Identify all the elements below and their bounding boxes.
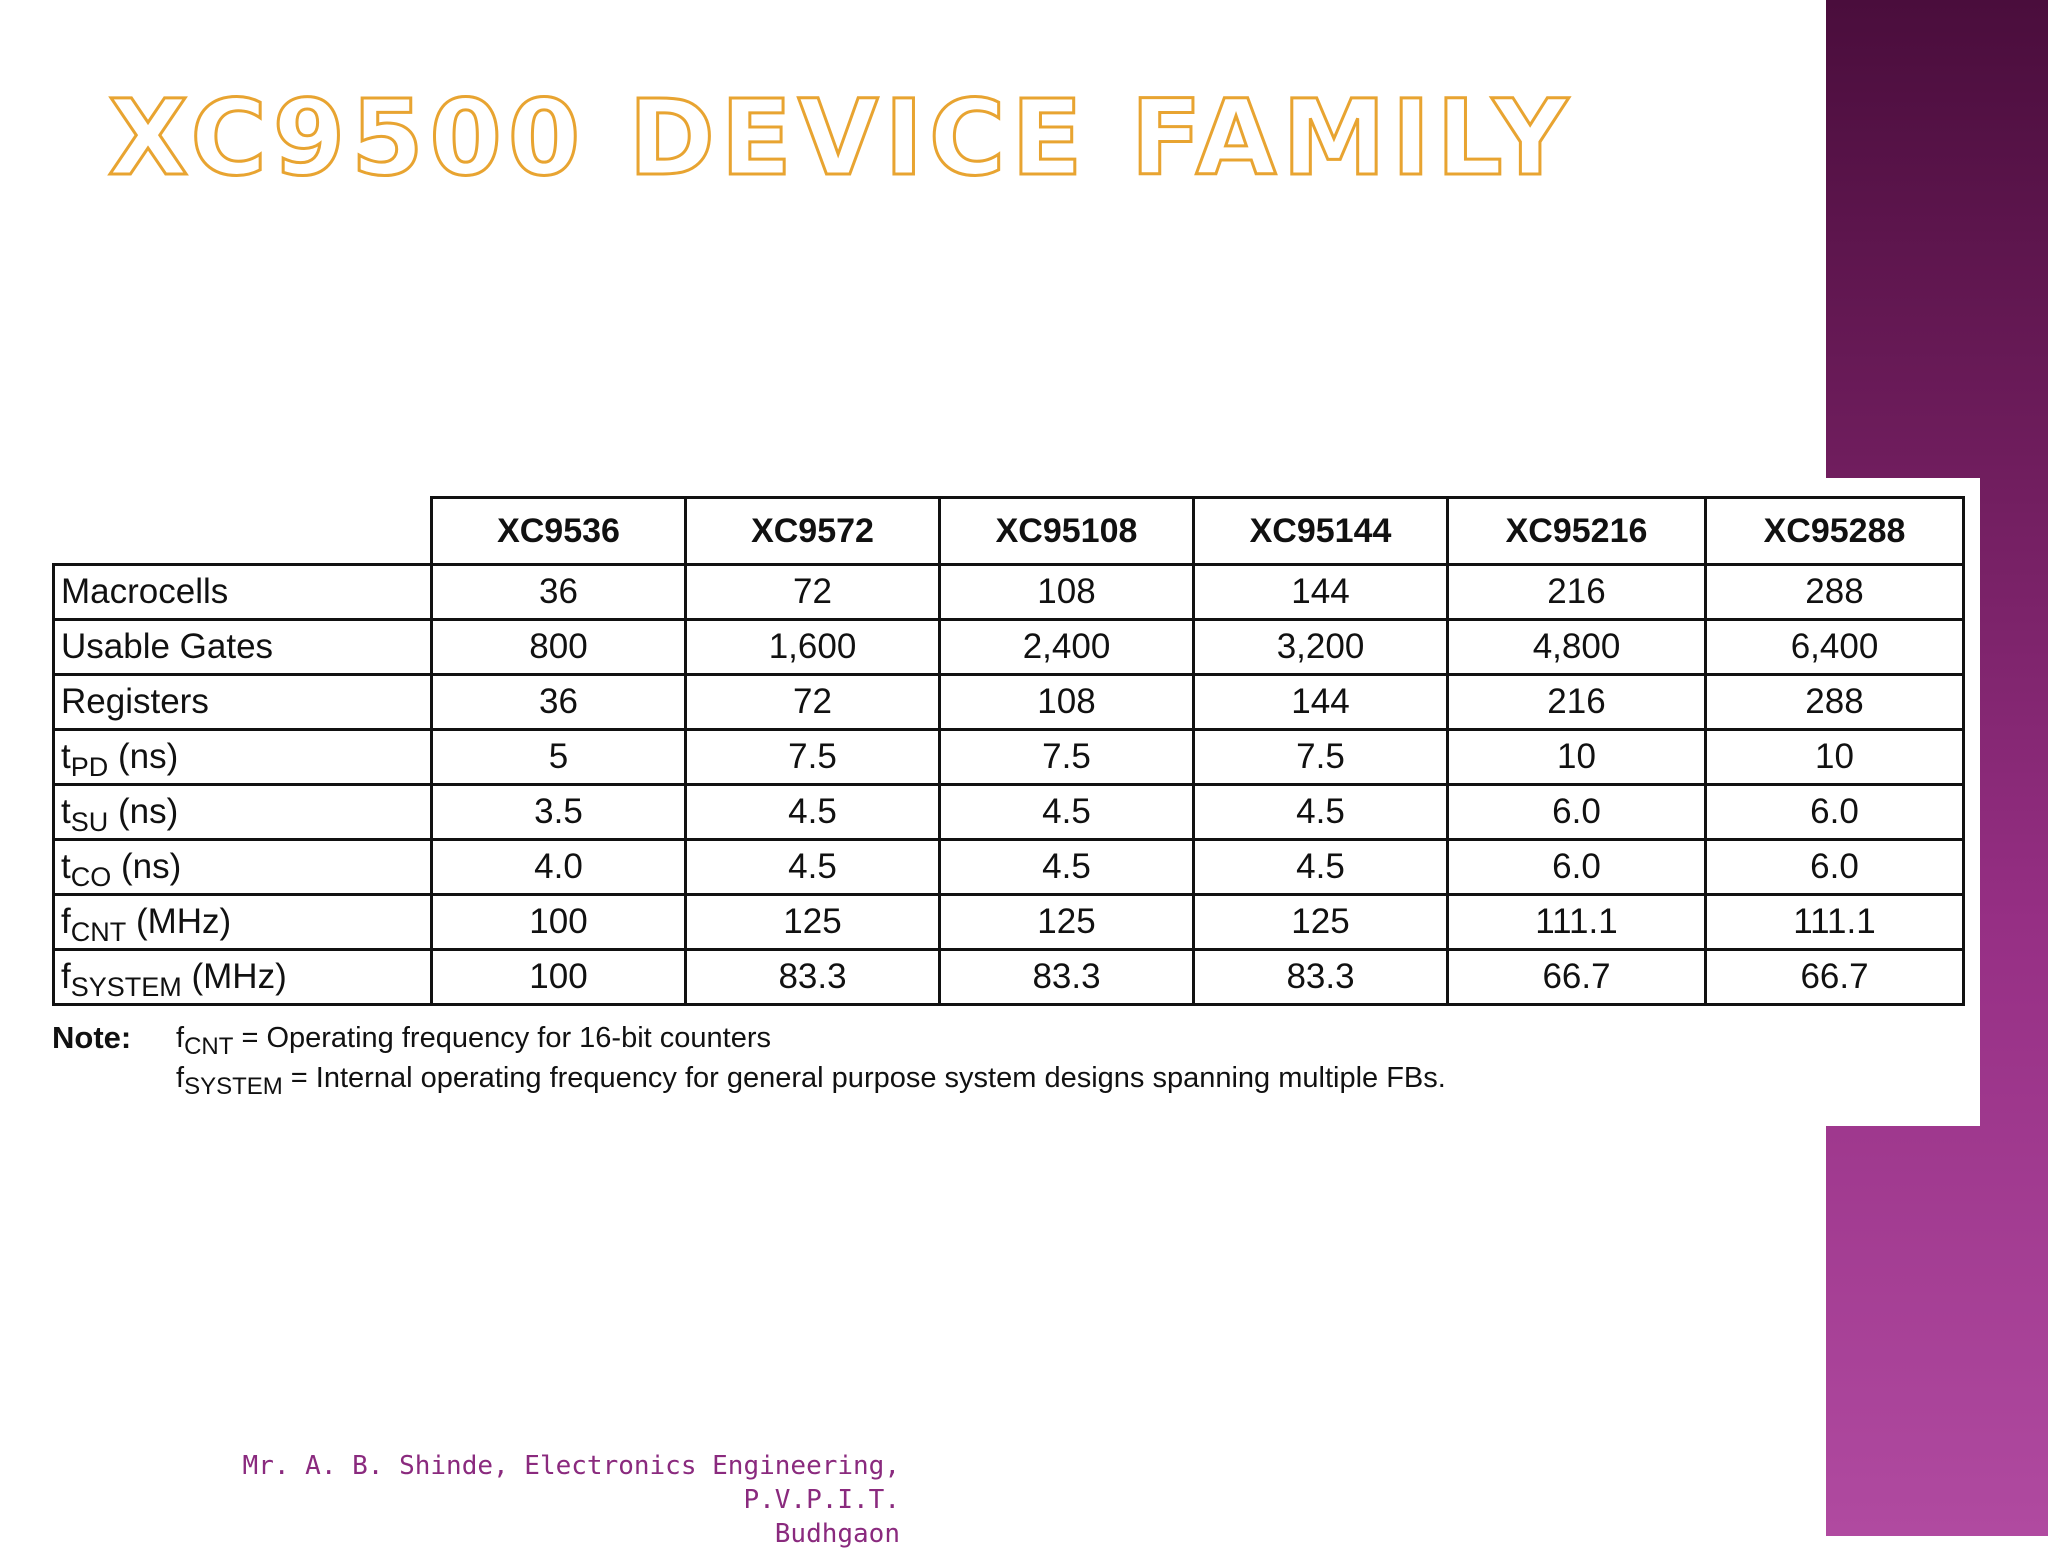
table-cell: 4.5 <box>940 840 1194 895</box>
note-line-fsystem <box>176 1062 1446 1100</box>
table-cell: 288 <box>1706 565 1964 620</box>
table-cell: 2,400 <box>940 620 1194 675</box>
table-cell: 6,400 <box>1706 620 1964 675</box>
label-subscript: CO <box>70 862 112 892</box>
table-cell: 10 <box>1448 730 1706 785</box>
table-cell: 100 <box>432 895 686 950</box>
table-cell: 800 <box>432 620 686 675</box>
table-header-row <box>54 498 1964 565</box>
note-heading: Note: <box>52 1020 132 1055</box>
row-label: Registers <box>54 675 432 730</box>
row-label <box>54 785 432 840</box>
table-row <box>54 565 1964 620</box>
label-subscript: PD <box>70 752 109 782</box>
table-cell: 4.0 <box>432 840 686 895</box>
table-row <box>54 950 1964 1005</box>
column-header: XC95288 <box>1706 498 1964 565</box>
table-cell: 125 <box>1194 895 1448 950</box>
note-text: = Operating frequency for 16-bit counters <box>233 1022 771 1054</box>
table-cell: 6.0 <box>1706 840 1964 895</box>
table-cell: 100 <box>432 950 686 1005</box>
note-subscript: CNT <box>184 1033 234 1060</box>
row-label <box>54 895 432 950</box>
label-unit: (ns) <box>108 792 179 831</box>
label-subscript: SYSTEM <box>70 972 182 1002</box>
label-unit: (MHz) <box>181 957 287 996</box>
table-cell: 83.3 <box>1194 950 1448 1005</box>
row-label <box>54 950 432 1005</box>
table-cell: 5 <box>432 730 686 785</box>
table-cell: 1,600 <box>686 620 940 675</box>
table-cell: 4.5 <box>940 785 1194 840</box>
label-unit: (ns) <box>108 737 179 776</box>
table-cell: 108 <box>940 565 1194 620</box>
row-label: Usable Gates <box>54 620 432 675</box>
table-row <box>54 840 1964 895</box>
table-cell: 66.7 <box>1448 950 1706 1005</box>
table-row <box>54 730 1964 785</box>
table-cell: 4,800 <box>1448 620 1706 675</box>
table-cell: 216 <box>1448 565 1706 620</box>
column-header: XC95108 <box>940 498 1194 565</box>
table-cell: 7.5 <box>1194 730 1448 785</box>
table-cell: 36 <box>432 565 686 620</box>
table-cell: 72 <box>686 565 940 620</box>
table-cell: 4.5 <box>686 840 940 895</box>
label-symbol: f <box>61 957 71 996</box>
table-cell: 4.5 <box>686 785 940 840</box>
table-cell: 125 <box>940 895 1194 950</box>
table-row <box>54 785 1964 840</box>
note-subscript: SYSTEM <box>184 1073 283 1100</box>
footer-author-line: Mr. A. B. Shinde, Electronics Engineering, P.V.P.I.T. <box>242 1451 900 1515</box>
label-symbol: t <box>61 737 71 776</box>
table-cell: 108 <box>940 675 1194 730</box>
table-cell: 288 <box>1706 675 1964 730</box>
label-symbol: t <box>61 792 71 831</box>
table-corner-cell <box>54 498 432 565</box>
table-row <box>54 895 1964 950</box>
table-cell: 111.1 <box>1706 895 1964 950</box>
table-cell: 6.0 <box>1448 785 1706 840</box>
table-cell: 7.5 <box>686 730 940 785</box>
column-header: XC9536 <box>432 498 686 565</box>
table-cell: 6.0 <box>1706 785 1964 840</box>
table-cell: 4.5 <box>1194 840 1448 895</box>
table-cell: 36 <box>432 675 686 730</box>
column-header: XC9572 <box>686 498 940 565</box>
table-cell: 144 <box>1194 675 1448 730</box>
table-cell: 144 <box>1194 565 1448 620</box>
row-label <box>54 730 432 785</box>
slide-title: XC9500 DEVICE FAMILY <box>108 77 1574 199</box>
column-header: XC95144 <box>1194 498 1448 565</box>
note-text: = Internal operating frequency for general purpose system designs spanning multiple FBs. <box>282 1062 1446 1094</box>
note-symbol: f <box>176 1062 185 1094</box>
label-symbol: t <box>61 847 71 886</box>
label-subscript: SU <box>70 807 109 837</box>
table-cell: 125 <box>686 895 940 950</box>
label-symbol: f <box>61 902 71 941</box>
table-cell: 3.5 <box>432 785 686 840</box>
table-cell: 83.3 <box>686 950 940 1005</box>
table-panel <box>46 478 1980 1126</box>
table-cell: 111.1 <box>1448 895 1706 950</box>
table-row <box>54 620 1964 675</box>
table-cell: 7.5 <box>940 730 1194 785</box>
column-header: XC95216 <box>1448 498 1706 565</box>
table-cell: 72 <box>686 675 940 730</box>
table-cell: 83.3 <box>940 950 1194 1005</box>
note-line-fcnt <box>176 1022 771 1060</box>
table-row <box>54 675 1964 730</box>
label-subscript: CNT <box>70 917 127 947</box>
note-symbol: f <box>176 1022 185 1054</box>
table-cell: 3,200 <box>1194 620 1448 675</box>
label-unit: (MHz) <box>126 902 232 941</box>
footer-place-line: Budhgaon <box>774 1519 900 1549</box>
label-unit: (ns) <box>111 847 182 886</box>
row-label: Macrocells <box>54 565 432 620</box>
row-label <box>54 840 432 895</box>
table-cell: 4.5 <box>1194 785 1448 840</box>
table-cell: 216 <box>1448 675 1706 730</box>
table-cell: 6.0 <box>1448 840 1706 895</box>
table-cell: 66.7 <box>1706 950 1964 1005</box>
table-cell: 10 <box>1706 730 1964 785</box>
device-family-table <box>52 496 1965 1006</box>
